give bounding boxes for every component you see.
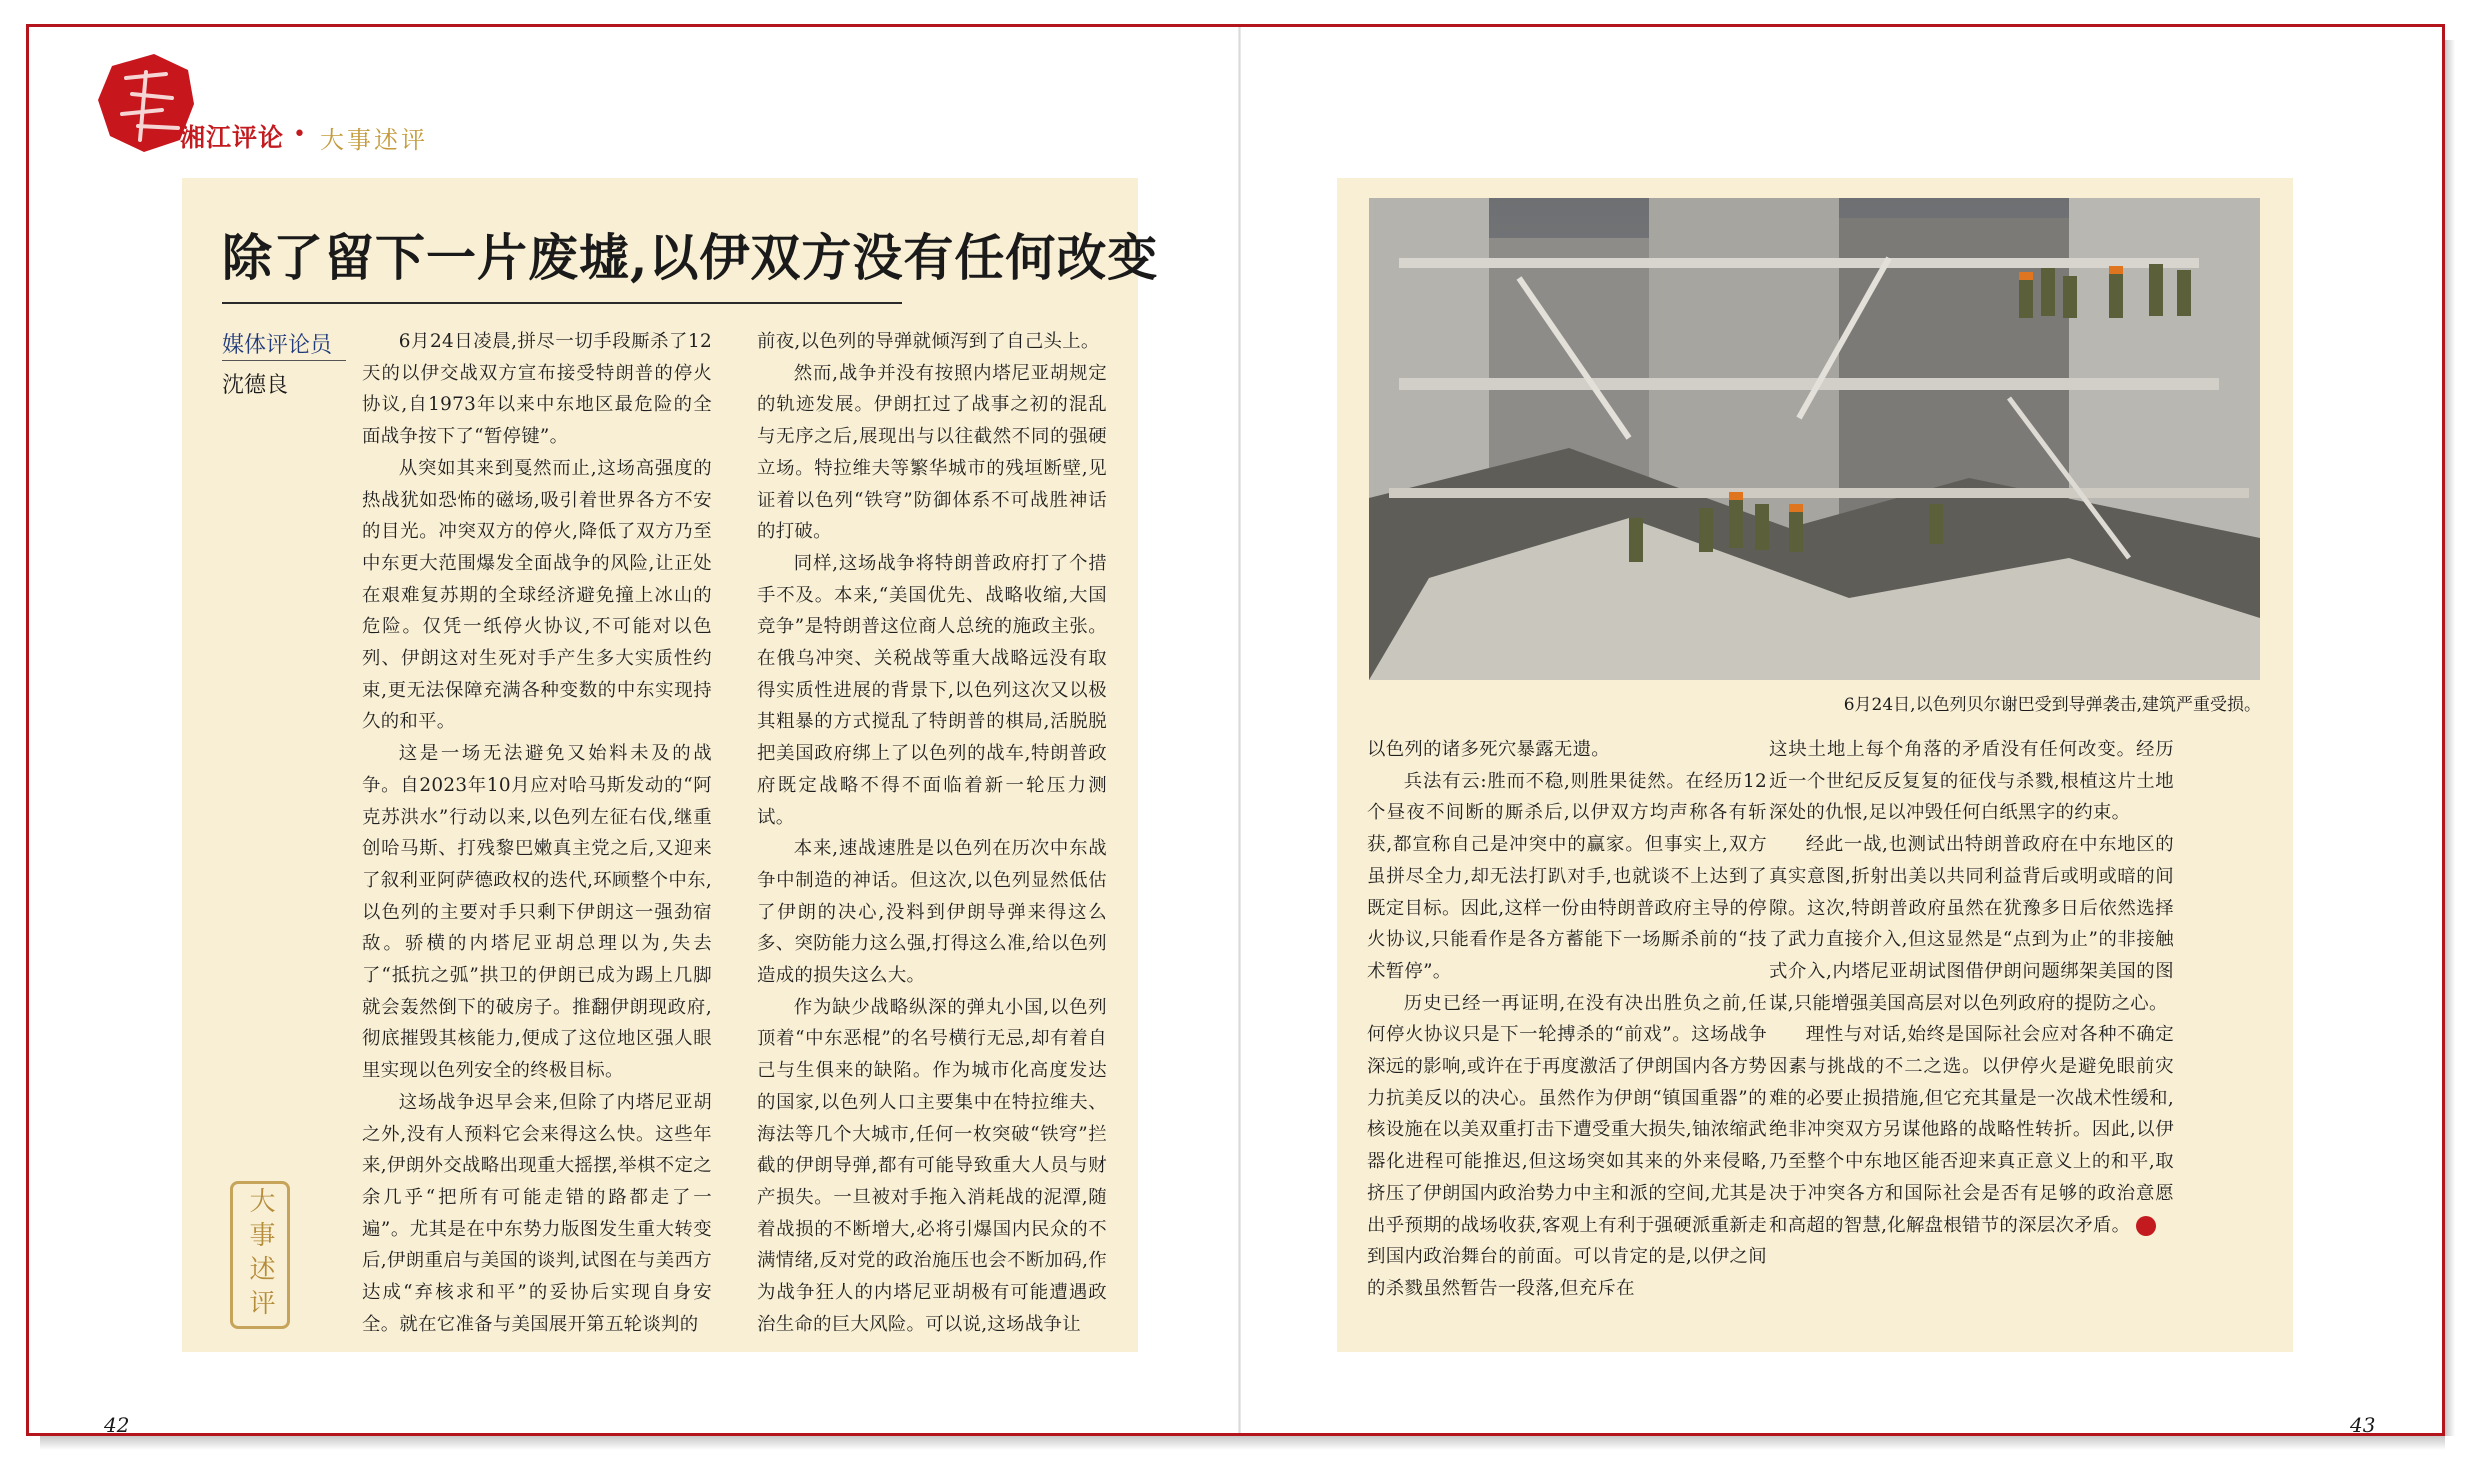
paragraph: 从突如其来到戛然而止,这场高强度的热战犹如恐怖的磁场,吸引着世界各方不安的目光。冲突双方的停火,降低了双方乃至中东更大范围爆发全面战争的风险,让正处在艰难复苏期的全球经济避免撞上冰山的危险。仅凭一纸停火协议,不可能对以色列、伊朗这对生死对手产生多大实质性约束,更无法保障充满各种变数的中东实现持久的和平。: [362, 457, 712, 733]
article-title: 除了留下一片废墟,以伊双方没有任何改变: [222, 228, 1159, 287]
paragraph: 这是一场无法避免又始料未及的战争。自2023年10月应对哈马斯发动的“阿克苏洪水”行动以来,以色列左征右伐,继重创哈马斯、打残黎巴嫩真主党之后,又迎来了叙利亚阿萨德政权的迭代,环顾整个中东,以色列的主要对手只剩下伊朗这一强劲宿敌。骄横的内塔尼亚胡总理以为,失去了“抵抗之弧”拱卫的伊朗已成为踢上几脚就会轰然倒下的破房子。推翻伊朗现政府,彻底摧毁其核能力,便成了这位地区强人眼里实现以色列安全的终极目标。: [362, 743, 712, 1082]
news-photo: [1369, 198, 2260, 680]
byline-role: 媒体评论员: [222, 332, 333, 357]
paragraph: 同样,这场战争将特朗普政府打了个措手不及。本来,“美国优先、战略收缩,大国竞争”是特朗普这位商人总统的施政主张。在俄乌冲突、关税战等重大战略远没有取得实质性进展的背景下,以色列这次又以极其粗暴的方式搅乱了特朗普的棋局,活脱脱把美国政府绑上了以色列的战车,特朗普政府既定战略不得不面临着新一轮压力测试。: [757, 552, 1107, 828]
page-shadow-right: [2445, 40, 2455, 1436]
byline-divider: [222, 360, 346, 361]
end-mark-icon: [2136, 1216, 2156, 1236]
right-article-panel: [1337, 178, 2293, 1352]
section-stamp: 大事述评: [230, 1181, 290, 1329]
section-name: 大事述评: [320, 126, 428, 154]
paragraph: [1769, 1019, 2174, 1241]
page-shadow: [40, 1436, 2445, 1450]
book-spine: [1238, 27, 1241, 1433]
paragraph: 这场战争迟早会来,但除了内塔尼亚胡之外,没有人预料它会来得这么快。这些年来,伊朗外交战略出现重大摇摆,举棋不定之余几乎“把所有可能走错的路都走了一遍”。尤其是在中东势力版图发生重大转变后,伊朗重启与美国的谈判,试图在与美西方达成“弃核求和平”的妥协后实现自身安全。就在它准备与美国展开第五轮谈判的: [362, 1091, 712, 1335]
paragraph: 经此一战,也测试出特朗普政府在中东地区的真实意图,折射出美以共同利益背后或明或暗的间隙。这次,特朗普政府虽然在犹豫多日后依然选择了武力直接介入,但这显然是“点到为止”的非接触式介入,内塔尼亚胡试图借伊朗问题绑架美国的图谋,只能增强美国高层对以色列政府的提防之心。: [1769, 834, 2174, 1014]
paragraph: 前夜,以色列的导弹就倾泻到了自己头上。: [757, 331, 1100, 352]
article-column-3: [1367, 734, 1767, 1334]
article-column-1: [362, 326, 712, 1336]
header-separator: •: [293, 122, 306, 147]
article-column-4: [1769, 734, 2174, 1334]
title-divider: [222, 302, 902, 304]
page-number-left: 42: [104, 1413, 130, 1437]
paragraph: 以色列的诸多死穴暴露无遗。: [1367, 739, 1610, 760]
paragraph: 兵法有云:胜而不稳,则胜果徒然。在经历12个昼夜不间断的厮杀后,以伊双方均声称各有斩获,都宣称自己是冲突中的赢家。但事实上,双方虽拼尽全力,却无法打趴对手,也就谈不上达到了既定目标。因此,这样一份由特朗普政府主导的停火协议,只能看作是各方蓄能下一场厮杀前的“技术暂停”。: [1367, 770, 1767, 982]
paragraph: 本来,速战速胜是以色列在历次中东战争中制造的神话。但这次,以色列显然低估了伊朗的决心,没料到伊朗导弹来得这么多、突防能力这么强,打得这么准,给以色列造成的损失这么大。: [757, 838, 1107, 987]
left-article-panel: [182, 178, 1159, 1352]
article-column-2: [757, 326, 1107, 1336]
paragraph: 作为缺少战略纵深的弹丸小国,以色列顶着“中东恶棍”的名号横行无忌,却有着自己与生俱来的缺陷。作为城市化高度发达的国家,以色列人口主要集中在特拉维夫、海法等几个大城市,任何一枚突破“铁穹”拦截的伊朗导弹,都有可能导致重大人员与财产损失。一旦被对手拖入消耗战的泥潭,随着战损的不断增大,必将引爆国内民众的不满情绪,反对党的政治施压也会不断加码,作为战争狂人的内塔尼亚胡极有可能遭遇政治生命的巨大风险。可以说,这场战争让: [757, 996, 1107, 1335]
photo-caption: 6月24日,以色列贝尔谢巴受到导弹袭击,建筑严重受损。: [1843, 695, 2261, 715]
paragraph: 这块土地上每个角落的矛盾没有任何改变。经历近一个世纪反反复复的征伐与杀戮,根植这片土地深处的仇恨,足以冲毁任何白纸黑字的约束。: [1769, 739, 2174, 824]
column-name: 湘江评论: [180, 124, 285, 152]
page-number-right: 43: [2350, 1413, 2376, 1437]
paragraph: 然而,战争并没有按照内塔尼亚胡规定的轨迹发展。伊朗扛过了战事之初的混乱与无序之后,展现出与以往截然不同的强硬立场。特拉维夫等繁华城市的残垣断壁,见证着以色列“铁穹”防御体系不可战胜神话的打破。: [757, 362, 1107, 543]
paragraph: 历史已经一再证明,在没有决出胜负之前,任何停火协议只是下一轮搏杀的“前戏”。这场战争深远的影响,或许在于再度激活了伊朗国内各方势力抗美反以的决心。虽然作为伊朗“镇国重器”的核设施在以美双重打击下遭受重大损失,铀浓缩武器化进程可能推迟,但这场突如其来的外来侵略,挤压了伊朗国内政治势力中主和派的空间,尤其是出乎预期的战场收获,客观上有利于强硬派重新走到国内政治舞台的前面。可以肯定的是,以伊之间的杀戮虽然暂告一段落,但充斥在: [1367, 992, 1767, 1299]
paragraph-text: 理性与对话,始终是国际社会应对各种不确定因素与挑战的不二之选。以伊停火是避免眼前灾难的必要止损措施,但它充其量是一次战术性缓和,绝非冲突双方另谋他路的战略性转折。因此,以伊乃至整个中东地区能否迎来真正意义上的和平,取决于冲突各方和国际社会是否有足够的政治意愿和高超的智慧,化解盘根错节的深层次矛盾。: [1769, 1024, 2174, 1236]
paragraph: 6月24日凌晨,拼尽一切手段厮杀了12天的以伊交战双方宣布接受特朗普的停火协议,自1973年以来中东地区最危险的全面战争按下了“暂停键”。: [362, 331, 712, 448]
byline-name: 沈德良: [222, 373, 289, 398]
